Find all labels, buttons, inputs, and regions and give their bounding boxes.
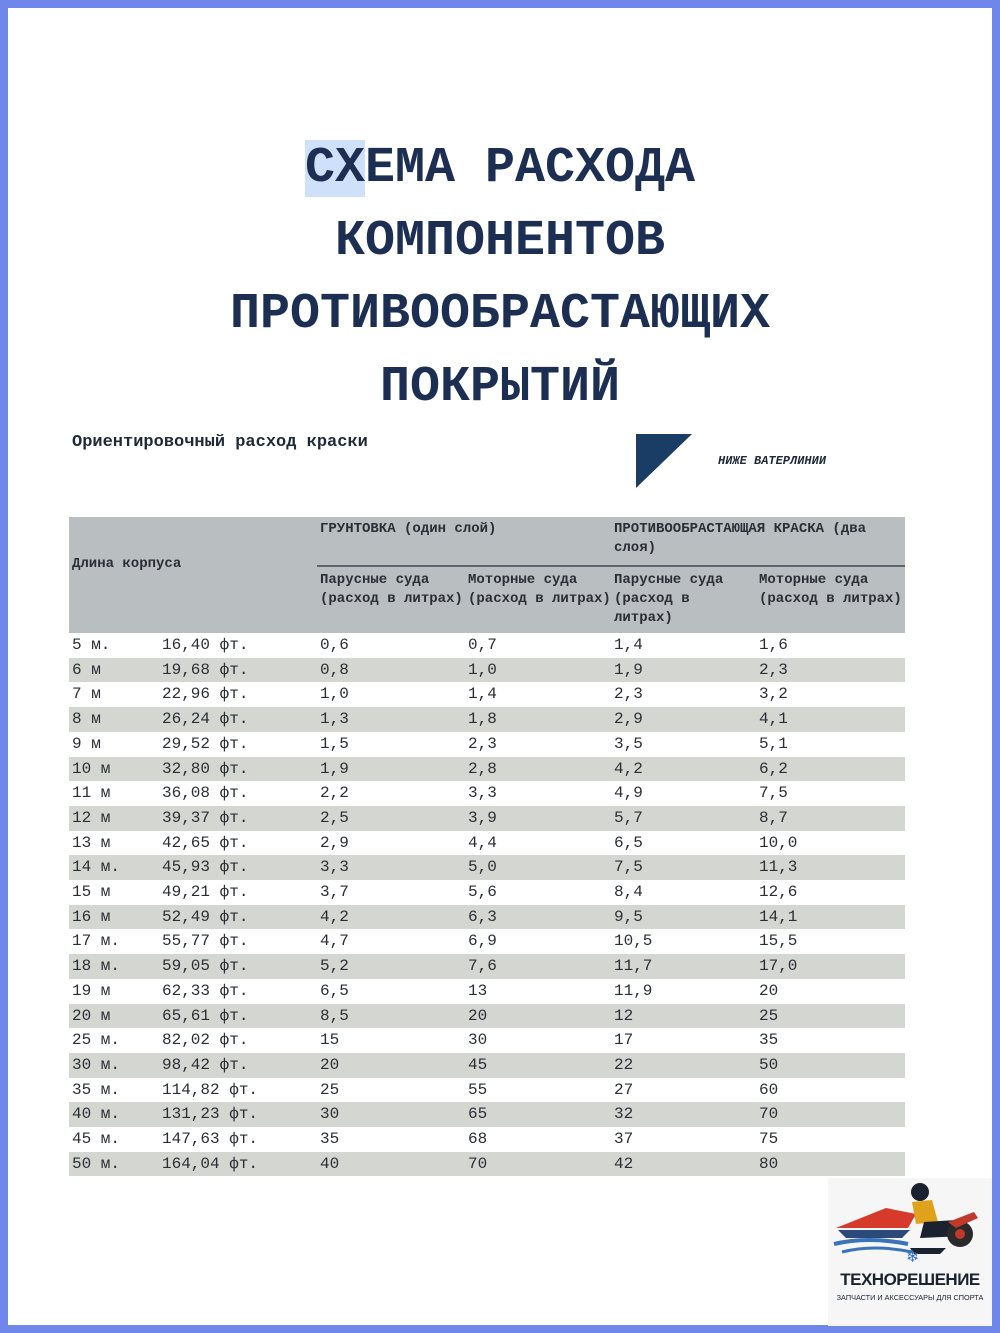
antifouling-sail-value: 12 — [611, 1004, 756, 1029]
length-cell — [69, 682, 317, 707]
length-meters: 25 м. — [72, 1031, 121, 1050]
length-cell — [69, 1152, 317, 1177]
table-row — [69, 929, 905, 954]
length-meters: 16 м — [72, 907, 111, 926]
length-feet: 49,21 фт. — [162, 883, 249, 902]
antifouling-motor-value: 75 — [756, 1127, 905, 1152]
length-cell — [69, 1053, 317, 1078]
primer-motor-value: 70 — [465, 1152, 611, 1177]
antifouling-sail-value: 10,5 — [611, 929, 756, 954]
primer-sail-value: 2,2 — [317, 781, 465, 806]
primer-motor-value: 1,4 — [465, 682, 611, 707]
primer-motor-value: 0,7 — [465, 633, 611, 658]
primer-sail-value: 1,9 — [317, 757, 465, 782]
table-row — [69, 855, 905, 880]
antifouling-motor-value: 80 — [756, 1152, 905, 1177]
antifouling-sail-value: 1,9 — [611, 658, 756, 683]
table-row — [69, 954, 905, 979]
primer-sail-value: 4,2 — [317, 905, 465, 930]
length-meters: 9 м — [72, 734, 101, 753]
primer-sail-value: 40 — [317, 1152, 465, 1177]
primer-sail-header: Парусные суда (расход в литрах) — [317, 566, 465, 633]
antifouling-motor-value: 12,6 — [756, 880, 905, 905]
antifouling-motor-value: 70 — [756, 1102, 905, 1127]
length-header: Длина корпуса — [69, 517, 317, 633]
primer-sail-value: 1,0 — [317, 682, 465, 707]
table-row — [69, 682, 905, 707]
length-meters: 6 м — [72, 660, 101, 679]
table-row — [69, 979, 905, 1004]
length-meters: 17 м. — [72, 932, 121, 951]
length-feet: 26,24 фт. — [162, 710, 249, 729]
length-cell — [69, 633, 317, 658]
antifouling-sail-value: 9,5 — [611, 905, 756, 930]
length-meters: 50 м. — [72, 1154, 121, 1173]
length-feet: 29,52 фт. — [162, 734, 249, 753]
antifouling-sail-value: 7,5 — [611, 855, 756, 880]
primer-motor-value: 6,9 — [465, 929, 611, 954]
primer-motor-value: 30 — [465, 1028, 611, 1053]
primer-motor-value: 3,9 — [465, 806, 611, 831]
antifouling-motor-value: 4,1 — [756, 707, 905, 732]
length-feet: 39,37 фт. — [162, 808, 249, 827]
length-cell — [69, 1028, 317, 1053]
length-feet: 65,61 фт. — [162, 1006, 249, 1025]
length-meters: 15 м — [72, 883, 111, 902]
length-feet: 16,40 фт. — [162, 636, 249, 654]
length-meters: 7 м — [72, 685, 101, 704]
antifouling-sail-value: 2,9 — [611, 707, 756, 732]
length-cell — [69, 757, 317, 782]
antifouling-motor-value: 10,0 — [756, 831, 905, 856]
primer-motor-value: 2,8 — [465, 757, 611, 782]
primer-header: ГРУНТОВКА (один слой) — [317, 517, 611, 566]
length-feet: 42,65 фт. — [162, 833, 249, 852]
primer-motor-value: 55 — [465, 1078, 611, 1103]
length-cell — [69, 732, 317, 757]
table-row — [69, 1078, 905, 1103]
length-cell — [69, 905, 317, 930]
length-meters: 13 м — [72, 833, 111, 852]
length-meters: 19 м — [72, 981, 111, 1000]
primer-sail-value: 20 — [317, 1053, 465, 1078]
length-meters: 12 м — [72, 808, 111, 827]
antifouling-motor-value: 11,3 — [756, 855, 905, 880]
antifouling-sail-value: 5,7 — [611, 806, 756, 831]
primer-sail-value: 4,7 — [317, 929, 465, 954]
length-feet: 164,04 фт. — [162, 1154, 259, 1173]
table-row — [69, 905, 905, 930]
length-cell — [69, 781, 317, 806]
primer-sail-value: 15 — [317, 1028, 465, 1053]
primer-sail-value: 0,8 — [317, 658, 465, 683]
subtitle: Ориентировочный расход краски — [72, 433, 368, 452]
table-row — [69, 1127, 905, 1152]
length-cell — [69, 1004, 317, 1029]
length-cell — [69, 954, 317, 979]
antifouling-motor-value: 60 — [756, 1078, 905, 1103]
title-line-2: КОМПОНЕНТОВ — [334, 213, 666, 270]
antifouling-motor-value: 6,2 — [756, 757, 905, 782]
antifouling-sail-value: 4,2 — [611, 757, 756, 782]
title-line-1 — [0, 132, 1000, 205]
primer-sail-value: 1,5 — [317, 732, 465, 757]
antifouling-motor-value: 5,1 — [756, 732, 905, 757]
primer-motor-value: 2,3 — [465, 732, 611, 757]
table-row — [69, 658, 905, 683]
length-feet: 147,63 фт. — [162, 1130, 259, 1149]
primer-motor-value: 68 — [465, 1127, 611, 1152]
length-meters: 35 м. — [72, 1080, 121, 1099]
length-meters: 45 м. — [72, 1130, 121, 1149]
svg-text:❄: ❄ — [906, 1247, 920, 1266]
antifouling-motor-value: 7,5 — [756, 781, 905, 806]
length-meters: 18 м. — [72, 957, 121, 976]
antifouling-motor-value: 50 — [756, 1053, 905, 1078]
table-row — [69, 781, 905, 806]
antifouling-sail-value: 2,3 — [611, 682, 756, 707]
table-row — [69, 757, 905, 782]
length-meters: 5 м. — [72, 636, 111, 654]
length-cell — [69, 1127, 317, 1152]
length-cell — [69, 658, 317, 683]
primer-sail-value: 1,3 — [317, 707, 465, 732]
antifouling-sail-value: 6,5 — [611, 831, 756, 856]
antifouling-sail-value: 32 — [611, 1102, 756, 1127]
primer-motor-value: 4,4 — [465, 831, 611, 856]
table-row — [69, 831, 905, 856]
length-meters: 30 м. — [72, 1055, 121, 1074]
length-feet: 22,96 фт. — [162, 685, 249, 704]
primer-motor-value: 45 — [465, 1053, 611, 1078]
table-row — [69, 633, 905, 658]
primer-sail-value: 3,3 — [317, 855, 465, 880]
table-row — [69, 1053, 905, 1078]
antifouling-motor-value: 35 — [756, 1028, 905, 1053]
table-row — [69, 707, 905, 732]
length-meters: 11 м — [72, 784, 111, 803]
antifouling-motor-value: 8,7 — [756, 806, 905, 831]
antifouling-motor-value: 14,1 — [756, 905, 905, 930]
length-meters: 14 м. — [72, 858, 121, 877]
title-line-4: ПОКРЫТИЙ — [379, 359, 621, 416]
length-feet: 45,93 фт. — [162, 858, 249, 877]
legend-swatch-icon — [636, 434, 692, 488]
length-feet: 52,49 фт. — [162, 907, 249, 926]
length-feet: 36,08 фт. — [162, 784, 249, 803]
table-row — [69, 1152, 905, 1177]
antifouling-motor-value: 15,5 — [756, 929, 905, 954]
title-line-1-rest: ЕМА РАСХОДА — [364, 140, 696, 197]
length-meters: 10 м — [72, 759, 111, 778]
primer-motor-value: 6,3 — [465, 905, 611, 930]
antifouling-sail-value: 27 — [611, 1078, 756, 1103]
table-row — [69, 732, 905, 757]
table-row — [69, 1028, 905, 1053]
antifouling-motor-value: 3,2 — [756, 682, 905, 707]
primer-motor-value: 5,0 — [465, 855, 611, 880]
consumption-table — [69, 517, 905, 1176]
antifouling-sail-value: 17 — [611, 1028, 756, 1053]
table-row — [69, 880, 905, 905]
antifouling-sail-value: 3,5 — [611, 732, 756, 757]
antifouling-sail-value: 11,7 — [611, 954, 756, 979]
antifouling-sail-value: 4,9 — [611, 781, 756, 806]
length-feet: 59,05 фт. — [162, 957, 249, 976]
antifouling-motor-value: 25 — [756, 1004, 905, 1029]
company-logo — [828, 1178, 992, 1326]
primer-sail-value: 0,6 — [317, 633, 465, 658]
page-title — [0, 132, 1000, 424]
title-highlight: СХ — [304, 140, 365, 197]
antifouling-motor-value: 1,6 — [756, 633, 905, 658]
antifouling-header: ПРОТИВООБРАСТАЮЩАЯ КРАСКА (два слоя) — [611, 517, 905, 566]
primer-motor-value: 1,8 — [465, 707, 611, 732]
antifouling-sail-value: 11,9 — [611, 979, 756, 1004]
length-cell — [69, 806, 317, 831]
length-meters: 8 м — [72, 710, 101, 729]
length-cell — [69, 831, 317, 856]
primer-motor-value: 5,6 — [465, 880, 611, 905]
primer-sail-value: 35 — [317, 1127, 465, 1152]
primer-sail-value: 25 — [317, 1078, 465, 1103]
antifouling-sail-value: 22 — [611, 1053, 756, 1078]
primer-sail-value: 3,7 — [317, 880, 465, 905]
length-feet: 98,42 фт. — [162, 1055, 249, 1074]
length-cell — [69, 1078, 317, 1103]
length-feet: 62,33 фт. — [162, 981, 249, 1000]
length-feet: 82,02 фт. — [162, 1031, 249, 1050]
length-cell — [69, 880, 317, 905]
antifouling-sail-header: Парусные суда (расход в литрах) — [611, 566, 756, 633]
logo-vehicles-icon — [828, 1178, 992, 1270]
antifouling-motor-header: Моторные суда (расход в литрах) — [756, 566, 905, 633]
legend-label: НИЖЕ ВАТЕРЛИНИИ — [718, 454, 827, 468]
length-feet: 114,82 фт. — [162, 1080, 259, 1099]
antifouling-sail-value: 1,4 — [611, 633, 756, 658]
length-meters: 40 м. — [72, 1105, 121, 1124]
length-cell — [69, 979, 317, 1004]
length-feet: 19,68 фт. — [162, 660, 249, 679]
primer-sail-value: 2,9 — [317, 831, 465, 856]
primer-motor-value: 13 — [465, 979, 611, 1004]
logo-brand-name: ТЕХНОРЕШЕНИЕ — [840, 1270, 980, 1289]
antifouling-motor-value: 17,0 — [756, 954, 905, 979]
antifouling-sail-value: 8,4 — [611, 880, 756, 905]
primer-motor-value: 20 — [465, 1004, 611, 1029]
primer-sail-value: 8,5 — [317, 1004, 465, 1029]
table-row — [69, 1004, 905, 1029]
antifouling-sail-value: 42 — [611, 1152, 756, 1177]
length-cell — [69, 1102, 317, 1127]
antifouling-sail-value: 37 — [611, 1127, 756, 1152]
title-line-3: ПРОТИВООБРАСТАЮЩИХ — [229, 286, 771, 343]
length-meters: 20 м — [72, 1006, 111, 1025]
length-cell — [69, 855, 317, 880]
length-cell — [69, 929, 317, 954]
length-feet: 131,23 фт. — [162, 1105, 259, 1124]
primer-motor-value: 3,3 — [465, 781, 611, 806]
primer-sail-value: 2,5 — [317, 806, 465, 831]
antifouling-motor-value: 20 — [756, 979, 905, 1004]
primer-motor-header: Моторные суда (расход в литрах) — [465, 566, 611, 633]
primer-sail-value: 30 — [317, 1102, 465, 1127]
table-row — [69, 806, 905, 831]
primer-sail-value: 6,5 — [317, 979, 465, 1004]
table-header-row — [69, 517, 905, 566]
table-row — [69, 1102, 905, 1127]
logo-tagline: ЗАПЧАСТИ И АКСЕССУАРЫ ДЛЯ СПОРТА — [836, 1293, 984, 1302]
length-feet: 32,80 фт. — [162, 759, 249, 778]
primer-motor-value: 65 — [465, 1102, 611, 1127]
length-feet: 55,77 фт. — [162, 932, 249, 951]
primer-sail-value: 5,2 — [317, 954, 465, 979]
primer-motor-value: 7,6 — [465, 954, 611, 979]
length-cell — [69, 707, 317, 732]
primer-motor-value: 1,0 — [465, 658, 611, 683]
antifouling-motor-value: 2,3 — [756, 658, 905, 683]
